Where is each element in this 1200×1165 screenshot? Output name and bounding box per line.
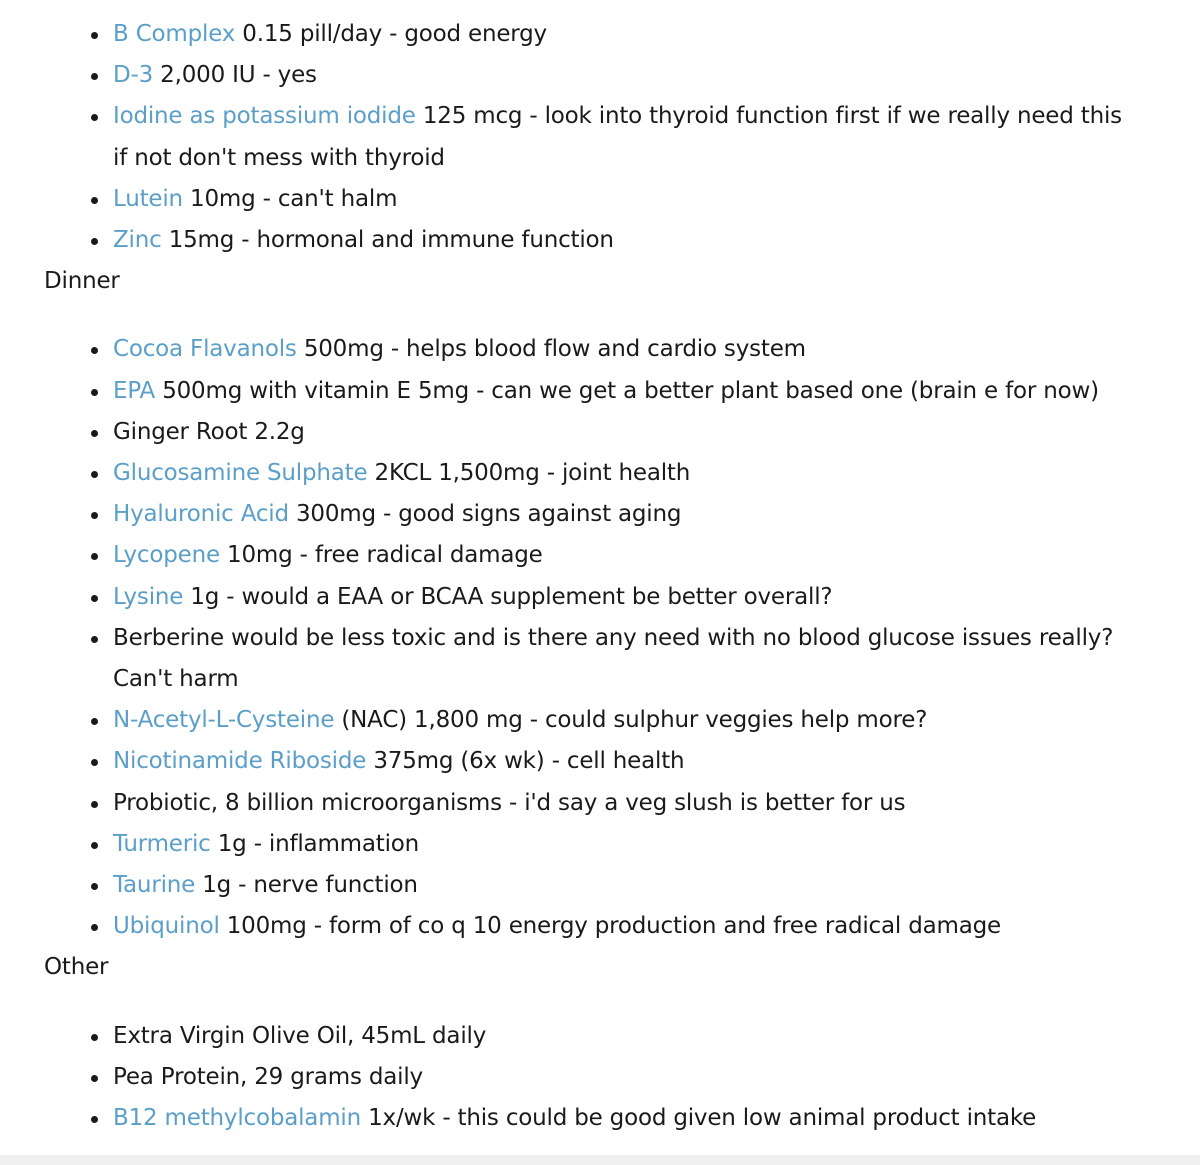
dinner-heading: Dinner — [44, 268, 120, 295]
item-description: Extra Virgin Olive Oil, 45mL daily — [113, 1022, 487, 1049]
other-heading: Other — [44, 954, 109, 981]
item-description: (NAC) 1,800 mg - could sulphur veggies help more? — [334, 707, 928, 734]
item-description: 2,000 IU - yes — [153, 62, 317, 89]
supplement-link[interactable]: Zinc — [113, 227, 162, 254]
list-item — [113, 220, 1200, 261]
supplement-link[interactable]: Turmeric — [113, 830, 211, 857]
list-item — [113, 577, 1200, 618]
item-description: Berberine would be less toxic and is there any need with no blood glucose issues really? Can't harm — [113, 624, 1114, 693]
list-item — [113, 329, 1200, 370]
item-description: 1g - inflammation — [210, 830, 420, 857]
list-item — [113, 906, 1200, 947]
list-item — [113, 535, 1200, 576]
supplement-link[interactable]: Cocoa Flavanols — [113, 336, 297, 363]
item-description: 1x/wk - this could be good given low animal product intake — [360, 1105, 1037, 1132]
supplement-link[interactable]: Lysine — [113, 583, 184, 610]
item-description: 500mg - helps blood flow and cardio system — [296, 336, 806, 363]
item-description: 125 mcg - look into thyroid function first if we really need this if not don't mess with thyroid — [113, 103, 1122, 171]
item-description: 1g - nerve function — [195, 872, 418, 899]
list-item — [113, 1016, 1200, 1057]
item-description: 2KCL 1,500mg - joint health — [367, 460, 691, 487]
supplement-link[interactable]: Taurine — [113, 872, 196, 899]
list-item — [113, 824, 1200, 865]
list-item — [113, 618, 1200, 700]
morning-supplement-list — [0, 14, 1200, 261]
dinner-supplement-list — [0, 329, 1200, 947]
item-description: 10mg - free radical damage — [219, 542, 543, 569]
list-item — [113, 865, 1200, 906]
list-item — [113, 179, 1200, 220]
list-item — [113, 1098, 1200, 1139]
item-description: Pea Protein, 29 grams daily — [113, 1063, 423, 1090]
item-description: 375mg (6x wk) - cell health — [366, 748, 685, 775]
list-item — [113, 55, 1200, 96]
supplement-link[interactable]: N-Acetyl-L-Cysteine — [113, 707, 335, 734]
item-description: 100mg - form of co q 10 energy production and free radical damage — [219, 913, 1001, 940]
supplement-link[interactable]: Glucosamine Sulphate — [113, 460, 368, 487]
list-item — [113, 494, 1200, 535]
section-gap — [0, 302, 1200, 329]
supplement-link[interactable]: Nicotinamide Riboside — [113, 748, 367, 775]
supplement-link[interactable]: Hyaluronic Acid — [113, 501, 289, 528]
list-item — [113, 14, 1200, 55]
supplement-link[interactable]: EPA — [113, 377, 156, 404]
list-item — [113, 96, 1200, 178]
supplement-link[interactable]: Ubiquinol — [113, 913, 220, 940]
item-description: 10mg - can't halm — [182, 185, 398, 212]
supplement-link[interactable]: B12 methylcobalamin — [113, 1105, 361, 1132]
item-description: 1g - would a EAA or BCAA supplement be better overall? — [183, 583, 833, 610]
list-item — [113, 412, 1200, 453]
section-gap — [0, 989, 1200, 1016]
document-body — [0, 14, 1200, 1139]
item-description: 500mg with vitamin E 5mg - can we get a better plant based one (brain e for now) — [155, 377, 1099, 404]
item-description: 300mg - good signs against aging — [288, 501, 682, 528]
item-description: Ginger Root 2.2g — [113, 418, 305, 445]
bottom-scroll-shadow — [0, 1155, 1200, 1165]
supplement-link[interactable]: Lycopene — [113, 542, 220, 569]
item-description: Probiotic, 8 billion microorganisms - i'd say a veg slush is better for us — [113, 789, 906, 816]
list-item — [113, 371, 1200, 412]
list-item — [113, 783, 1200, 824]
supplement-link[interactable]: B Complex — [113, 21, 236, 47]
item-description: 15mg - hormonal and immune function — [161, 227, 614, 254]
supplement-link[interactable]: D-3 — [113, 62, 154, 89]
list-item — [113, 700, 1200, 741]
item-description: 0.15 pill/day - good energy — [235, 21, 547, 47]
list-item — [113, 453, 1200, 494]
supplement-link[interactable]: Lutein — [113, 185, 183, 212]
list-item — [113, 741, 1200, 782]
supplement-link[interactable]: Iodine as potassium iodide — [113, 103, 416, 130]
other-supplement-list — [0, 1016, 1200, 1140]
list-item — [113, 1057, 1200, 1098]
